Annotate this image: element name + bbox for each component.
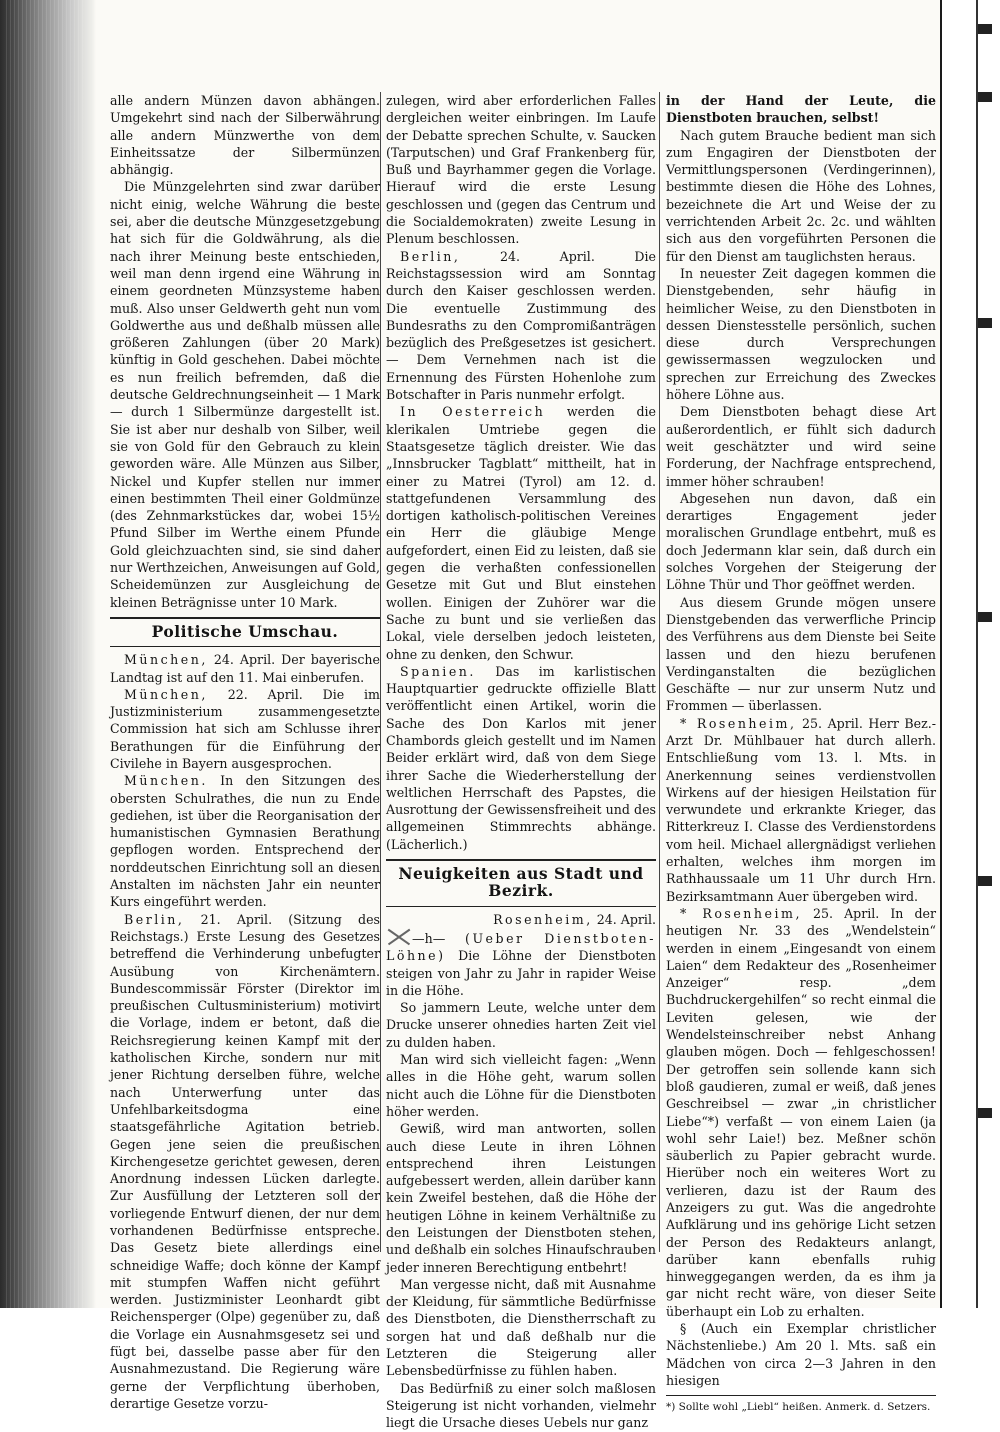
page-edges bbox=[6, 0, 86, 1308]
news-text: 25. April. Herr Bez.-Arzt Dr. Mühlbauer hat durch allerh. Entschließung vom 13. l. Mts. in Anerkennung seines verdienstvollen Wirkens auf der hiesigen Heilstation für verwundete und erkrankte Krieger, das Ritterkreuz I. Classe des Verdienstordens vom heil. Michael allergnädigst verliehen erhalten, welches ihm morgen im Rathhaussaale um 11 Uhr durch Hrn. Bezirksamtmann Auer übergeben wird. bbox=[666, 715, 936, 904]
edge-mark bbox=[978, 92, 992, 102]
dateline-place: * Rosenheim, bbox=[680, 905, 802, 921]
edge-mark bbox=[978, 612, 992, 622]
article-paragraph: Die Münzgelehrten sind zwar darüber nicht einig, welche Währung die beste sei, aber die deutsche Münzgesetzgebung hat sich für die Goldwährung, als die nach ihrer Meinung beste entschieden, weil man denn irgend eine Währung in einem geordneten Münzsysteme haben muß. Also unser Geldwerth geht nun vom Goldwerthe aus und deßhalb müssen alle größeren Zahlungen (über 20 Mark) künftig in Gold geschehen. Dabei möchte es nun freilich befremden, daß die deutsche Geldrechnungseinheit — 1 Mark — durch 1 Silbermünze dargestellt ist. Sie ist aber nur deshalb von Silber, weil sie von Gold für den Gebrauch zu klein geworden wäre. Alle Münzen aus Silber, Nickel und Kupfer stellen nur immer einen bestimmten Theil einer Goldmünze (des Zehnmarkstückes dar, wobei 15½ Pfund Silber im Werthe einem Pfunde Gold gleichzuachten sind, sie sind daher nur Werthzeichen, Anweisungen auf Gold, Scheidemünzen zur Ausgleichung de kleinen Beträgnisse unter 10 Mark. bbox=[110, 179, 380, 610]
news-item bbox=[110, 772, 380, 910]
dateline-place: Rosenheim, bbox=[493, 911, 593, 927]
article-paragraph: Man vergesse nicht, daß mit Ausnahme der Kleidung, für sämmtliche Bedürfnisse des Dienstboten, die Dienstherrschaft zu sorgen hat und daß deßhalb nur die Letzteren die Steigerung aller Lebensbedürfnisse zu fühlen haben. bbox=[386, 1276, 656, 1379]
section-rule bbox=[386, 906, 656, 907]
section-heading: Neuigkeiten aus Stadt und Bezirk. bbox=[398, 864, 644, 901]
article-paragraph: alle andern Münzen davon abhängen. Umgekehrt sind nach der Silberwährung alle andern Münzwerthe von dem Einheitssatze der Silbermünzen abhängig. bbox=[110, 93, 380, 178]
section-rule bbox=[110, 617, 380, 619]
dateline-place: In Oesterreich bbox=[400, 404, 546, 420]
column-rule bbox=[380, 92, 381, 1252]
dateline-place: München, bbox=[124, 652, 208, 668]
news-text: In den Sitzungen des obersten Schulrathes, die nun zu Ende gediehen, ist über die Reorganisation der humanistischen Gymnasien Berathung gepflogen worden. Entsprechend der norddeutschen Einrichtung soll an diesen Anstalten im nächsten Jahr ein neunter Kurs eingeführt werden. bbox=[110, 773, 380, 910]
edge-mark bbox=[978, 1108, 992, 1118]
news-text: 25. April. In der heutigen Nr. 33 des „Wendelstein“ werden in einem „Eingesandt von einem Laien“ dem Redakteur des „Rosenheimer Anzeiger“ resp. „dem Buchdruckergehilfen“ so recht einmal die Leviten gelesen, wie der Wendelsteinschreiber nebst Anhang glauben mögen. Doch — fehlgeschossen! Der getroffen sein sollende kann sich bloß gaudieren, zumal er weiß, daß jenes Geschreibsel — zwar „in christlicher Liebe“*) verfaßt — von einem Laien (ja wohl sehr Laie!) bez. Meßner schön säuberlich zu Papier gebracht wurde. Hierüber noch ein weiteres Wort zu verlieren, dazu ist der Raum des Anzeigers zu gut. Was die angedrohte Aufklärung und ins gehörige Licht setzen der Person des Redakteurs anlangt, darüber kann ebenfalls ruhig hinweggegangen werden, da es ihm ja gar nicht recht wäre, von dieser Seite überhaupt ein Lob zu erhalten. bbox=[666, 905, 936, 1319]
author-mark: —h— bbox=[412, 930, 446, 946]
dateline-place: München. bbox=[124, 773, 208, 789]
column-middle bbox=[386, 92, 657, 1431]
dateline-place: München, bbox=[124, 686, 208, 702]
article-paragraph: Nach gutem Brauche bedient man sich zum Engagiren der Dienstboten der Vermittlungspersonen (Verdingerinnen), bestimmte diesen die Höhe des Lohnes, bezeichnete die Art und Weise der zu verrichtenden Arbeit 2c. 2c. und wählten sich aus den vorgeführten Personen die für den Dienst am tauglichsten heraus. bbox=[666, 127, 936, 264]
news-text: Das im karlistischen Hauptquartier gedruckte offizielle Blatt veröffentlicht einen Artikel, worin die Sache des Don Karlos mit jener Chambords gleich gestellt und im Namen Beider erklärt wird, daß von dem Siege ihrer Sache die Wiederherstellung der weltlichen Herrschaft des Papstes, die Ausrottung der Gewissensfreiheit und des allgemeinen Stimmrechts abhänge. (Lächerlich.) bbox=[386, 663, 656, 852]
dateline-date: 24. April. bbox=[592, 911, 656, 927]
news-text: 21. April. (Sitzung des Reichstags.) Erste Lesung des Gesetzes betreffend die Verhinderung unbefugter Ausübung von Kirchenämtern. Bundescommissär Förster (Direktor im preußischen Cultusministerium) motivirt die Vorlage, indem er betont, daß die Reichsregierung keinen Kampf mit der katholischen Kirche, sondern nur mit jener Richtung derselben führe, welche nach Unterwerfung unter das Unfehlbarkeitsdogma eine staatsgefährliche Agitation betrieb. Gegen jene seien die preußischen Kirchengesetze gerichtet gewesen, deren Anordnung indessen Lücken darlegte. Zur Ausfüllung der Letzteren soll der vorliegende Entwurf dienen, der nur dem vorhandenen Bedürfnisse entspreche. Das Gesetz biete allerdings eine schneidige Waffe; doch könne der Kampf mit stumpfen Waffen nicht geführt werden. Justizminister Leonhardt gibt Reichensperger (Olpe) gegenüber zu, daß die Vorlage ein Ausnahmsgesetz sei und fügt bei, dasselbe passe aber für den Ausnahmezustand. Die Regierung wäre gerne der Verpflichtung überhoben, derartige Gesetze vorzu- bbox=[110, 911, 380, 1411]
news-item bbox=[110, 651, 380, 686]
edge-mark bbox=[978, 876, 992, 886]
article-paragraph: § (Auch ein Exemplar christlicher Nächstenliebe.) Am 20 l. Mts. saß ein Mädchen von circa 2—3 Jahren in den hiesigen bbox=[666, 1321, 936, 1388]
news-item bbox=[386, 928, 656, 999]
news-text: werden die klerikalen Umtriebe gegen die Staatsgesetze täglich dreister. Wie das „Innsbrucker Tagblatt“ mittheilt, hat in einer zu Matrei (Tyrol) am 12. d. stattgefundenen Versammlung des dortigen katholisch-politischen Vereines ein Herr die gläubige Menge aufgefordert, einen Eid zu leisten, daß sie gegen die verhaßten confessionellen Gesetze mit Gut und Blut einstehen wollen. Einigen der Zuhörer war die Sache zu bunt und sie verließen das Lokal, viele derselben jedoch leisteten, ohne zu denken, den Schwur. bbox=[386, 404, 657, 662]
article-paragraph: Aus diesem Grunde mögen unsere Dienstgebenden das verwerfliche Princip des Verführens aus dem Dienste bei Seite lassen und den hiezu berufenen Verdinganstalten die bezüglichen Geschäfte — nur zur unserm Nutz und Frommen — überlassen. bbox=[666, 594, 936, 714]
article-paragraph: Gewiß, wird man antworten, sollen auch diese Leute in ihren Löhnen entsprechend ihren Leistungen aufgebessert werden, allein darüber kann kein Zweifel bestehen, daß die Höhe der heutigen Löhne in keinem Verhältniße zu den Leistungen der Dienstboten stehen, und deßhalb ein solches Hinaufschrauben jeder inneren Berechtigung entbehrt! bbox=[386, 1121, 656, 1275]
news-item bbox=[386, 403, 656, 662]
article-paragraph: Das Bedürfniß zu einer solch maßlosen Steigerung ist nicht vorhanden, vielmehr liegt die Ursache dieses Uebels nur ganz bbox=[386, 1380, 656, 1431]
dateline-place: Berlin, bbox=[124, 911, 185, 927]
article-paragraph: zulegen, wird aber erforderlichen Falles dergleichen weiter einbringen. Im Laufe der Debatte sprechen Schulte, v. Saucken (Tarputschen) und Graf Frankenberg für, Buß und Bayrhammer gegen die Vorlage. Hierauf wird die erste Lesung geschlossen und (gegen das Centrum und die Socialdemokraten) zweite Lesung in Plenum beschlossen. bbox=[386, 93, 656, 247]
column-right bbox=[666, 92, 936, 1414]
dateline-place: Spanien. bbox=[400, 663, 476, 679]
news-text: Die Löhne der Dienstboten steigen von Jahr zu Jahr in rapider Weise in die Höhe. bbox=[386, 948, 656, 998]
article-paragraph: Dem Dienstboten behagt diese Art außerordentlich, er fühlt sich dadurch weit geschätzter und wird seine Forderung, der Nachfrage entsprechend, immer höher schrauben! bbox=[666, 404, 936, 489]
dateline bbox=[386, 911, 656, 928]
article-paragraph: in der Hand der Leute, die Dienstboten brauchen, selbst! bbox=[666, 93, 936, 126]
book-gutter bbox=[0, 0, 96, 1308]
news-text: 22. April. Die im Justizministerium zusammengesetzte Commission hat sich am Schlusse ihrer Berathungen für die Einführung der Civilehe in Bayern ausgesprochen. bbox=[110, 686, 380, 771]
article-paragraph: Abgesehen nun davon, daß ein derartiges Engagement jeder moralischen Grundlage entbehrt, muß es doch Jedermann klar sein, daß durch ein solches Vorgehen der Steigerung der Löhne Thür und Thor geöffnet werden. bbox=[666, 490, 936, 593]
news-item bbox=[386, 663, 656, 853]
section-rule bbox=[386, 859, 656, 861]
article-paragraph: So jammern Leute, welche unter dem Drucke unserer ohnedies harten Zeit viel zu dulden haben. bbox=[386, 1000, 656, 1050]
footnote: *) Sollte wohl „Liebl“ heißen. Anmerk. d. Setzers. bbox=[666, 1401, 931, 1414]
cross-mark-icon bbox=[386, 928, 408, 946]
news-item bbox=[110, 911, 380, 1413]
column-left bbox=[110, 92, 380, 1411]
news-item bbox=[666, 715, 936, 905]
section-rule bbox=[110, 646, 380, 647]
news-item bbox=[386, 248, 656, 404]
column-rule bbox=[659, 92, 660, 1252]
news-item bbox=[666, 905, 936, 1320]
dateline-place: * Rosenheim, bbox=[680, 715, 797, 731]
footnote-rule bbox=[666, 1395, 936, 1396]
edge-mark bbox=[978, 318, 992, 328]
article-title: (Ueber Dienstboten-Löhne) bbox=[386, 930, 656, 964]
news-text: 24. April. Der bayerische Landtag ist auf den 11. Mai einberufen. bbox=[110, 652, 380, 685]
article-paragraph: Man wird sich vielleicht fagen: „Wenn alles in die Höhe geht, warum sollen nicht auch die Löhne für die Dienstboten höher werden. bbox=[386, 1052, 656, 1119]
dateline-place: Berlin, bbox=[400, 248, 461, 264]
edge-mark bbox=[978, 24, 992, 34]
news-item bbox=[110, 686, 380, 772]
article-paragraph: In neuester Zeit dagegen kommen die Dienstgebenden, sehr häufig in heimlicher Weise, zu den Dienstboten in dessen Dienstesstelle persönlich, suchen diese durch Versprechungen gewissermassen wegzulocken und sprechen zur Erreichung des Zweckes höhere Löhne aus. bbox=[666, 265, 936, 403]
section-heading: Politische Umschau. bbox=[151, 621, 339, 641]
news-text: 24. April. Die Reichstagssession wird am Sonntag durch den Kaiser geschlossen werden. Die eventuelle Zustimmung des Bundesraths zu den Compromißanträgen bezüglich des Preßgesetzes ist gesichert. — Dem Vernehmen nach ist die Ernennung des Fürsten Hohenlohe zum Botschafter in Paris nunmehr erfolgt. bbox=[386, 248, 656, 403]
